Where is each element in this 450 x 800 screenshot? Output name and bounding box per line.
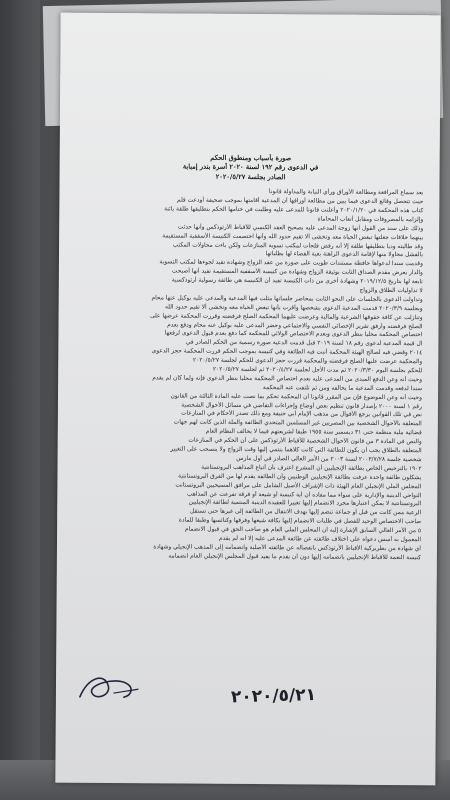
document-header: [78, 153, 424, 184]
body-line: وتداولت الدعوى بالجلسات على النحو الثابت بمحاضر جلساتها مثلت فيها المدعية والمدعى عليه بوكيل عنها محام: [151, 295, 423, 304]
body-line: الرعية ممن كانت من قبل أو جماعة تنضم إليها بهدف الانتقال من الطائفة إلى غيرها حتى تستقل: [189, 508, 422, 517]
body-line: تابعة لها بتاريخ ٢٠١٩/١٢/٥ وشهادة أخرى من ذات الكنيسة تفيد أن الكنيسة هي طائفة رسولية أرثوذكسية: [171, 277, 423, 286]
header-case-number: في الدعوى رقم ١٩٢ لسنة ٢٠٢٠ أسرة بندر إمبابة: [182, 162, 319, 172]
body-line: نص في تلك القوانين يرجع الأقوال من مذهب الإمام أبي حنيفة ومع ذلك تصدر الأحكام في المنازعات: [181, 411, 422, 419]
desk-background-left: [0, 0, 40, 800]
body-line: قضائية ملية منظمة حتى ٣١ ديسمبر سنة ١٩٥٥ طبقا لشريعتهم فيما لا يخالف النظام العام: [205, 428, 422, 437]
body-line: وحيث أنه وعن الدفع المبدى من المدعى عليه بعدم اختصاص المحكمة محليا بنظر الدعوى فإنه ولما كان لم يقدم: [152, 375, 423, 384]
body-line: سندا لدفعه وقدمت المدعية ما يخالفه ومن ثم تلتفت عنه المحكمة: [262, 384, 423, 393]
header-session-date: الصادر بجلسة ٢٠٢٠/٥/٢٧: [215, 172, 286, 182]
body-line: كنيسة النعمة للأقباط الإنجيليين بانضمامه إليها دون أن يقدم ما يفيد قبول المجلس الإنجيلي العام انضمامه: [168, 553, 421, 561]
body-line: ٥ من الأمر العالي السابق الإشارة إليه أن المجلس الملي العام هو صاحب الحق في قبول الانضمام: [184, 526, 422, 535]
body-line: ٢٠١٤ وقضي فيه لصالح الهيئة المحكمة أنبت فيه الطائفة وفي كنيسة بموجب الحكم قررت المحكمة حجز الدعوى: [151, 348, 423, 357]
body-line: ال قيمة المدعية لدعوى رقم ١٨ لسنة ٢٠١٩ قبل قدمت الدعية صورة رسمية من الحكم الصادر في: [185, 339, 423, 348]
header-title: صورة بأسباب ومنطوق الحكم: [210, 153, 292, 163]
document-page: [55, 13, 440, 786]
body-line: وذلك على سند من القول أنها زوجة المدعى عليه بصحيح العقد الكنسي للأقباط الأرثوذكس وأنها حدثت: [177, 224, 424, 233]
body-line: صاحب الاختصاص الوحيد للفصل في طلبات الانضمام إليها بكافة شيعها وفرقها وكنائسها وطبقا للمادة: [178, 517, 422, 526]
body-line: لا تداوليات الطلاق والزواج: [359, 287, 423, 295]
body-line: المعمول به أسس دعواه على اختلاف طائفته عن طائفة المدعى عليه إلا أنه لم يقدم: [218, 535, 422, 544]
body-line: المجلس الملي الإنجيلي العام الهيئة ذات الإشراف الأصيل الشامل على مرافق المسيحيين البروتستانت: [175, 482, 422, 490]
body-line: اختصاص المحكمة محليا بنظر الدعوى وبعدم الاختصاص الولائي للمحكمة كما دفع بعدم قبول الدعوى لرفعها: [164, 330, 423, 339]
body-line: أي شهادة من بطريركية الأقباط الأرثوذكس بانفصاله عن طائفته الأصلية وانضمامه إلى المذهب الإنجيلي وشهادة: [153, 544, 421, 553]
body-line: وحيث أنه وعن الموضوع فإن من المقرر قانونا أن المحكمة تحكم بما نصت عليه المادة الثالثة من القانون: [170, 393, 423, 401]
body-line: وقدمت سندا لدعواها حافظة مستندات طويت على صورة من عقد الزواج وشهادة تفيد لجوءها لمكتب التسوية: [159, 259, 423, 268]
body-line: المتعلقة بالطلاق يجب أن يكون للطائفة التي كانت كلاهما ينتمي إليها وقت الزواج ولا ينسحب على التغيير: [170, 446, 422, 455]
body-line: وقد طالبته وديا بتطليقها طلقة إلا أنه رفض فلجأت لمكتب تسوية المنازعات ولكن باءت محاولات المكتب: [172, 242, 424, 250]
document-content: [75, 153, 424, 563]
body-line: شخصية جلسة ٢٠٠٣/٧/٢٨ لسنة ٢٠٠٣ من الأمر العالي الصادر في أول مارس: [236, 455, 422, 464]
body-line: للحكم بجلسة اليوم ٢٠٢٠/٣/٣٠ ثم مدت الأجل لجلسة ٢٠٢٠/٤/٢٧ ثم لجلسة ٢٠٢٠/٥/٢٧: [212, 366, 423, 375]
body-line: رقم ١ لسنة ٢٠٠٠ بإصدار قانون تنظيم بعض أوضاع وإجراءات التقاضي في مسائل الأحوال الشخصية: [181, 402, 422, 410]
body-line: وتنازلت عن كافة حقوقها الشرعية والمالية وعرضت عليهما المحكمة الصلح فرفضته وقررت المحكمة عرضها على: [150, 313, 423, 321]
body-line: بينهما خلافات جعلتها تبغض الحياة معه وتخشى ألا تقيم حدود الله وأنها اختصمت الكنيسة الأسقفية المستقيمة: [162, 233, 424, 241]
body-line: الصلح فرفضته وأرفق تقرير الإخصائي النفسي والاجتماعي وحضر المدعى عليه بوكيل عنه محام ودفع بعدم: [167, 322, 423, 330]
body-line: والدار يعرض مقدم الصداق الثابت بوثيقة الزواج وشهادة من كنيسة الأسقفية المستقيمة تفيد أنها أصبحت: [171, 268, 423, 277]
body-line: كتاب هذه المحكمة في ٢٠٢٠/١/٢٠ وأعلنت قانوناً للمدعى عليه وطلبت في ختامها الحكم بتطليقها طلقة بائنة: [164, 206, 424, 215]
body-line: ١٩٠٢ بالترخيص الخاص بطائفة الإنجيليين أن المشرع اعترف بأن أتباع المذاهب البروتستانتية: [201, 464, 422, 473]
document-body: [75, 187, 424, 563]
body-line: النواحي الدينية والإدارية على سواء مما مفاده أن أية كنيسة أو شيعة أو فرقة تفرعت عن المذاهب: [187, 491, 422, 499]
body-line: البروتستانتية لا يمكن اعتبارها مجرد الانضمام إليها تغييرا للعقيدة الدينية المنتمية لطائفة الإنجيليين: [188, 499, 422, 508]
body-line: والنص في المادة ٣ من قانون الأحوال الشخصية للأقباط الأرثوذكس على أن الحكم في المنازعات: [188, 437, 422, 446]
body-line: بالفشل محاولا منها لإقامة الدعوى الراهنة بغية القضاء لها بطلباتها: [265, 251, 424, 259]
body-line: وبجلسة ٢٠٢٠/٣/٩ قدمت المدعية الدعوى بشخصها وأقرت بأنها تبغض الحياة معه وتخشى ألا تقيم حدود الله: [164, 304, 423, 313]
body-line: المتعلقة بالأحوال الشخصية بين المصريين غير المسلمين المتحدي الطائفة والملة الذين كانت لهم جهات: [173, 419, 422, 428]
body-line: يشكلون طائفة واحدة عرفت بطائفة الإنجيليين الوطنيين وأن الطائفة يقدم لها من الفرق البروتستانتية: [178, 473, 422, 481]
body-line: حيث تتحصل وقائع الدعوى فيما يبين من مطالعة أوراقها أن المدعية أقامتها بموجب صحيفة أودعت قلم: [177, 197, 424, 206]
signature-mark: [74, 671, 144, 705]
body-line: وإلزامه بالمصروفات ومقابل أتعاب المحاماة: [317, 216, 424, 224]
body-line: بعد سماع المرافعة ومطالعة الأوراق ورأي النيابة والمداولة قانوناً: [268, 189, 424, 197]
handwritten-date: ٢٠٢٠/٥/٢١: [230, 685, 317, 708]
body-line: والمحكمة عرضت عليها الصلح فرفضته والمحكمة قررت حجز الدعوى للحكم لجلسة ٢٠٢٠/٥/٢٧: [192, 357, 423, 366]
